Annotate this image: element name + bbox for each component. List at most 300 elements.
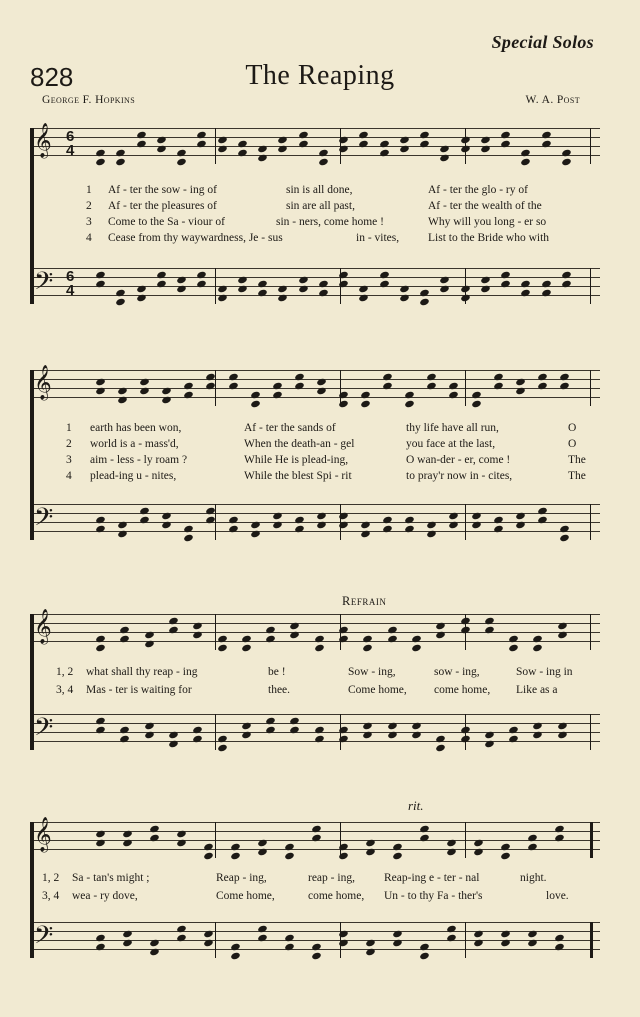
notehead	[392, 929, 403, 938]
notehead	[284, 943, 295, 952]
notehead	[176, 284, 187, 293]
notehead	[365, 838, 376, 847]
notehead	[139, 386, 150, 395]
notehead	[136, 284, 147, 293]
lyricist-credit: George F. Hopkins	[42, 94, 136, 106]
notehead	[365, 938, 376, 947]
notehead	[379, 149, 390, 158]
notehead	[265, 717, 276, 726]
barline	[340, 128, 341, 164]
notehead	[257, 153, 268, 162]
barline	[340, 614, 341, 650]
notehead	[399, 284, 410, 293]
notehead	[237, 140, 248, 149]
notehead	[554, 934, 565, 943]
notehead	[95, 717, 106, 726]
notehead	[360, 520, 371, 529]
bass-staff	[30, 714, 600, 750]
notehead	[95, 377, 106, 386]
notehead	[473, 847, 484, 856]
notehead	[399, 135, 410, 144]
notehead	[493, 373, 504, 382]
notehead	[149, 825, 160, 834]
notehead	[115, 298, 126, 307]
notehead	[561, 149, 572, 158]
notehead	[520, 149, 531, 158]
notehead	[318, 149, 329, 158]
notehead	[257, 847, 268, 856]
notehead	[176, 934, 187, 943]
notehead	[95, 934, 106, 943]
notehead	[290, 717, 301, 726]
barline	[590, 504, 591, 540]
notehead	[360, 391, 371, 400]
notehead	[115, 149, 126, 158]
notehead	[120, 626, 131, 635]
notehead	[419, 289, 430, 298]
notehead	[290, 726, 301, 735]
notehead	[184, 391, 195, 400]
barline	[340, 922, 341, 958]
notehead	[557, 630, 568, 639]
notehead	[471, 391, 482, 400]
notehead	[379, 140, 390, 149]
notehead	[527, 834, 538, 843]
bass-notes	[90, 504, 596, 540]
notehead	[527, 929, 538, 938]
notehead	[541, 280, 552, 289]
notehead	[265, 626, 276, 635]
notehead	[316, 386, 327, 395]
notehead	[196, 280, 207, 289]
notehead	[316, 511, 327, 520]
notehead	[360, 400, 371, 409]
notehead	[358, 284, 369, 293]
notehead	[493, 525, 504, 534]
notehead	[139, 507, 150, 516]
notehead	[230, 952, 241, 961]
notehead	[314, 635, 325, 644]
notehead	[484, 739, 495, 748]
notehead	[203, 938, 214, 947]
notehead	[554, 834, 565, 843]
notehead	[241, 730, 252, 739]
notehead	[149, 947, 160, 956]
notehead	[399, 293, 410, 302]
treble-notes	[90, 370, 596, 406]
notehead	[439, 284, 450, 293]
notehead	[382, 382, 393, 391]
notehead	[480, 284, 491, 293]
notehead	[392, 852, 403, 861]
barline	[215, 504, 216, 540]
notehead	[387, 721, 398, 730]
barline	[215, 128, 216, 164]
notehead	[537, 373, 548, 382]
music-system-1: 𝄞 6 4 1 Af - ter the sow - ing of sin is all done, Af - ter the glo - ry of 2 Af - ter the pleasures of sin are all past, Af - ter the wealth of the 3 Come to the Sa - viour of sin - ners, come home ! Why will you long - er so 4 Cease from thy waywardness, Je - sus in - vites, List to the Bride who with 𝄢 6 4	[30, 120, 600, 320]
treble-clef-icon: 𝄞	[34, 817, 52, 852]
notehead	[559, 525, 570, 534]
notehead	[95, 158, 106, 167]
notehead	[149, 834, 160, 843]
notehead	[120, 726, 131, 735]
notehead	[419, 825, 430, 834]
notehead	[318, 289, 329, 298]
notehead	[284, 934, 295, 943]
notehead	[156, 271, 167, 280]
barline	[215, 922, 216, 958]
notehead	[203, 843, 214, 852]
notehead	[360, 529, 371, 538]
notehead	[122, 838, 133, 847]
notehead	[392, 843, 403, 852]
notehead	[228, 382, 239, 391]
notehead	[176, 158, 187, 167]
notehead	[294, 525, 305, 534]
notehead	[515, 520, 526, 529]
notehead	[122, 938, 133, 947]
notehead	[156, 144, 167, 153]
notehead	[439, 153, 450, 162]
notehead	[95, 525, 106, 534]
notehead	[358, 131, 369, 140]
notehead	[228, 373, 239, 382]
notehead	[250, 400, 261, 409]
barline	[465, 268, 466, 304]
notehead	[363, 721, 374, 730]
notehead	[520, 158, 531, 167]
notehead	[493, 516, 504, 525]
notehead	[559, 534, 570, 543]
notehead	[117, 520, 128, 529]
barline	[215, 822, 216, 858]
notehead	[365, 947, 376, 956]
notehead	[387, 635, 398, 644]
treble-notes	[90, 822, 596, 858]
notehead	[500, 929, 511, 938]
notehead	[144, 730, 155, 739]
notehead	[257, 838, 268, 847]
notehead	[449, 511, 460, 520]
notehead	[561, 158, 572, 167]
notehead	[241, 721, 252, 730]
system-brace-3	[30, 614, 34, 750]
notehead	[144, 721, 155, 730]
bass-clef-icon: 𝄢	[34, 503, 54, 538]
notehead	[446, 838, 457, 847]
notehead	[257, 934, 268, 943]
notehead	[520, 289, 531, 298]
notehead	[520, 280, 531, 289]
notehead	[471, 400, 482, 409]
bass-clef-icon: 𝄢	[34, 921, 54, 956]
notehead	[277, 135, 288, 144]
notehead	[493, 382, 504, 391]
barline	[590, 922, 593, 958]
composer-credit: W. A. Post	[525, 94, 580, 106]
notehead	[533, 721, 544, 730]
barline	[215, 614, 216, 650]
notehead	[358, 293, 369, 302]
notehead	[561, 280, 572, 289]
notehead	[559, 382, 570, 391]
notehead	[399, 144, 410, 153]
notehead	[217, 644, 228, 653]
notehead	[184, 525, 195, 534]
bass-staff	[30, 504, 600, 540]
notehead	[184, 534, 195, 543]
notehead	[250, 529, 261, 538]
notehead	[311, 943, 322, 952]
barline	[340, 370, 341, 406]
notehead	[382, 373, 393, 382]
notehead	[537, 516, 548, 525]
notehead	[527, 843, 538, 852]
notehead	[277, 293, 288, 302]
notehead	[122, 929, 133, 938]
notehead	[228, 525, 239, 534]
notehead	[314, 726, 325, 735]
barline	[340, 268, 341, 304]
notehead	[162, 386, 173, 395]
notehead	[241, 644, 252, 653]
notehead	[435, 630, 446, 639]
notehead	[162, 511, 173, 520]
bass-staff	[30, 922, 600, 958]
barline	[590, 714, 591, 750]
notehead	[480, 135, 491, 144]
notehead	[435, 744, 446, 753]
notehead	[265, 726, 276, 735]
notehead	[419, 131, 430, 140]
notehead	[500, 852, 511, 861]
barline	[465, 128, 466, 164]
notehead	[471, 520, 482, 529]
notehead	[95, 838, 106, 847]
notehead	[484, 626, 495, 635]
notehead	[515, 511, 526, 520]
notehead	[298, 284, 309, 293]
notehead	[411, 644, 422, 653]
notehead	[554, 825, 565, 834]
notehead	[95, 644, 106, 653]
notehead	[298, 131, 309, 140]
notehead	[196, 271, 207, 280]
notehead	[387, 626, 398, 635]
notehead	[192, 630, 203, 639]
system-brace-1	[30, 128, 34, 304]
notehead	[139, 377, 150, 386]
notehead	[237, 284, 248, 293]
notehead	[508, 635, 519, 644]
notehead	[95, 635, 106, 644]
notehead	[427, 382, 438, 391]
notehead	[230, 943, 241, 952]
system-brace-4	[30, 822, 34, 958]
notehead	[435, 735, 446, 744]
notehead	[392, 938, 403, 947]
notehead	[217, 135, 228, 144]
notehead	[284, 852, 295, 861]
notehead	[473, 938, 484, 947]
notehead	[272, 520, 283, 529]
notehead	[427, 529, 438, 538]
music-system-4: 𝄞 1, 2 Sa - tan's might ; Reap - ing, reap - ing, Reap-ing e - ter - nal night. 3, 4 wea - ry dove, Come home, come home, Un - to thy Fa - ther's love. 𝄢	[30, 814, 600, 984]
notehead	[149, 938, 160, 947]
notehead	[318, 280, 329, 289]
notehead	[257, 280, 268, 289]
notehead	[557, 721, 568, 730]
notehead	[379, 271, 390, 280]
notehead	[117, 386, 128, 395]
notehead	[554, 943, 565, 952]
notehead	[500, 280, 511, 289]
notehead	[294, 373, 305, 382]
notehead	[559, 373, 570, 382]
notehead	[314, 644, 325, 653]
barline	[465, 504, 466, 540]
notehead	[298, 140, 309, 149]
notehead	[277, 144, 288, 153]
notehead	[192, 735, 203, 744]
notehead	[449, 520, 460, 529]
notehead	[196, 131, 207, 140]
notehead	[405, 516, 416, 525]
notehead	[250, 520, 261, 529]
treble-notes	[90, 128, 596, 164]
system-brace-2	[30, 370, 34, 540]
notehead	[500, 271, 511, 280]
notehead	[168, 730, 179, 739]
notehead	[419, 834, 430, 843]
notehead	[411, 730, 422, 739]
barline	[590, 268, 591, 304]
treble-clef-icon: 𝄞	[34, 609, 52, 644]
notehead	[515, 377, 526, 386]
notehead	[217, 144, 228, 153]
notehead	[405, 525, 416, 534]
bass-notes	[90, 922, 596, 958]
barline	[340, 504, 341, 540]
notehead	[95, 829, 106, 838]
hymn-number: 828	[30, 62, 74, 92]
notehead	[527, 938, 538, 947]
notehead	[405, 400, 416, 409]
treble-staff	[30, 817, 600, 858]
barline	[215, 268, 216, 304]
notehead	[480, 144, 491, 153]
notehead	[115, 158, 126, 167]
notehead	[192, 621, 203, 630]
notehead	[557, 621, 568, 630]
notehead	[217, 293, 228, 302]
hymn-title: The Reaping	[245, 60, 395, 91]
notehead	[446, 925, 457, 934]
notehead	[446, 847, 457, 856]
notehead	[411, 721, 422, 730]
notehead	[533, 635, 544, 644]
notehead	[230, 843, 241, 852]
treble-notes	[90, 614, 596, 650]
notehead	[363, 644, 374, 653]
notehead	[439, 275, 450, 284]
notehead	[196, 140, 207, 149]
notehead	[241, 635, 252, 644]
notehead	[176, 925, 187, 934]
notehead	[272, 391, 283, 400]
notehead	[533, 644, 544, 653]
notehead	[95, 516, 106, 525]
notehead	[117, 529, 128, 538]
notehead	[277, 284, 288, 293]
notehead	[95, 271, 106, 280]
notehead	[203, 852, 214, 861]
notehead	[405, 391, 416, 400]
notehead	[139, 516, 150, 525]
notehead	[115, 289, 126, 298]
notehead	[136, 140, 147, 149]
notehead	[162, 520, 173, 529]
treble-clef-icon: 𝄞	[34, 365, 52, 400]
notehead	[471, 511, 482, 520]
notehead	[192, 726, 203, 735]
notehead	[290, 630, 301, 639]
notehead	[387, 730, 398, 739]
notehead	[144, 639, 155, 648]
notehead	[484, 617, 495, 626]
treble-clef-icon: 𝄞	[34, 123, 52, 158]
notehead	[217, 635, 228, 644]
notehead	[427, 373, 438, 382]
barline	[340, 822, 341, 858]
notehead	[411, 635, 422, 644]
notehead	[122, 829, 133, 838]
notehead	[363, 730, 374, 739]
notehead	[561, 271, 572, 280]
notehead	[541, 140, 552, 149]
barline	[590, 128, 591, 164]
notehead	[237, 149, 248, 158]
notehead	[500, 843, 511, 852]
notehead	[419, 140, 430, 149]
notehead	[500, 131, 511, 140]
notehead	[290, 621, 301, 630]
notehead	[136, 293, 147, 302]
treble-staff	[30, 365, 600, 406]
notehead	[537, 507, 548, 516]
notehead	[508, 644, 519, 653]
bass-clef-icon: 𝄢	[34, 267, 54, 302]
notehead	[541, 289, 552, 298]
notehead	[365, 847, 376, 856]
refrain-label: Refrain	[342, 594, 387, 608]
notehead	[95, 943, 106, 952]
notehead	[318, 158, 329, 167]
notehead	[439, 144, 450, 153]
notehead	[316, 377, 327, 386]
notehead	[446, 934, 457, 943]
barline	[465, 714, 466, 750]
notehead	[184, 382, 195, 391]
barline	[465, 370, 466, 406]
barline	[590, 822, 593, 858]
notehead	[95, 386, 106, 395]
notehead	[311, 952, 322, 961]
notehead	[257, 925, 268, 934]
notehead	[284, 843, 295, 852]
notehead	[379, 280, 390, 289]
notehead	[203, 929, 214, 938]
